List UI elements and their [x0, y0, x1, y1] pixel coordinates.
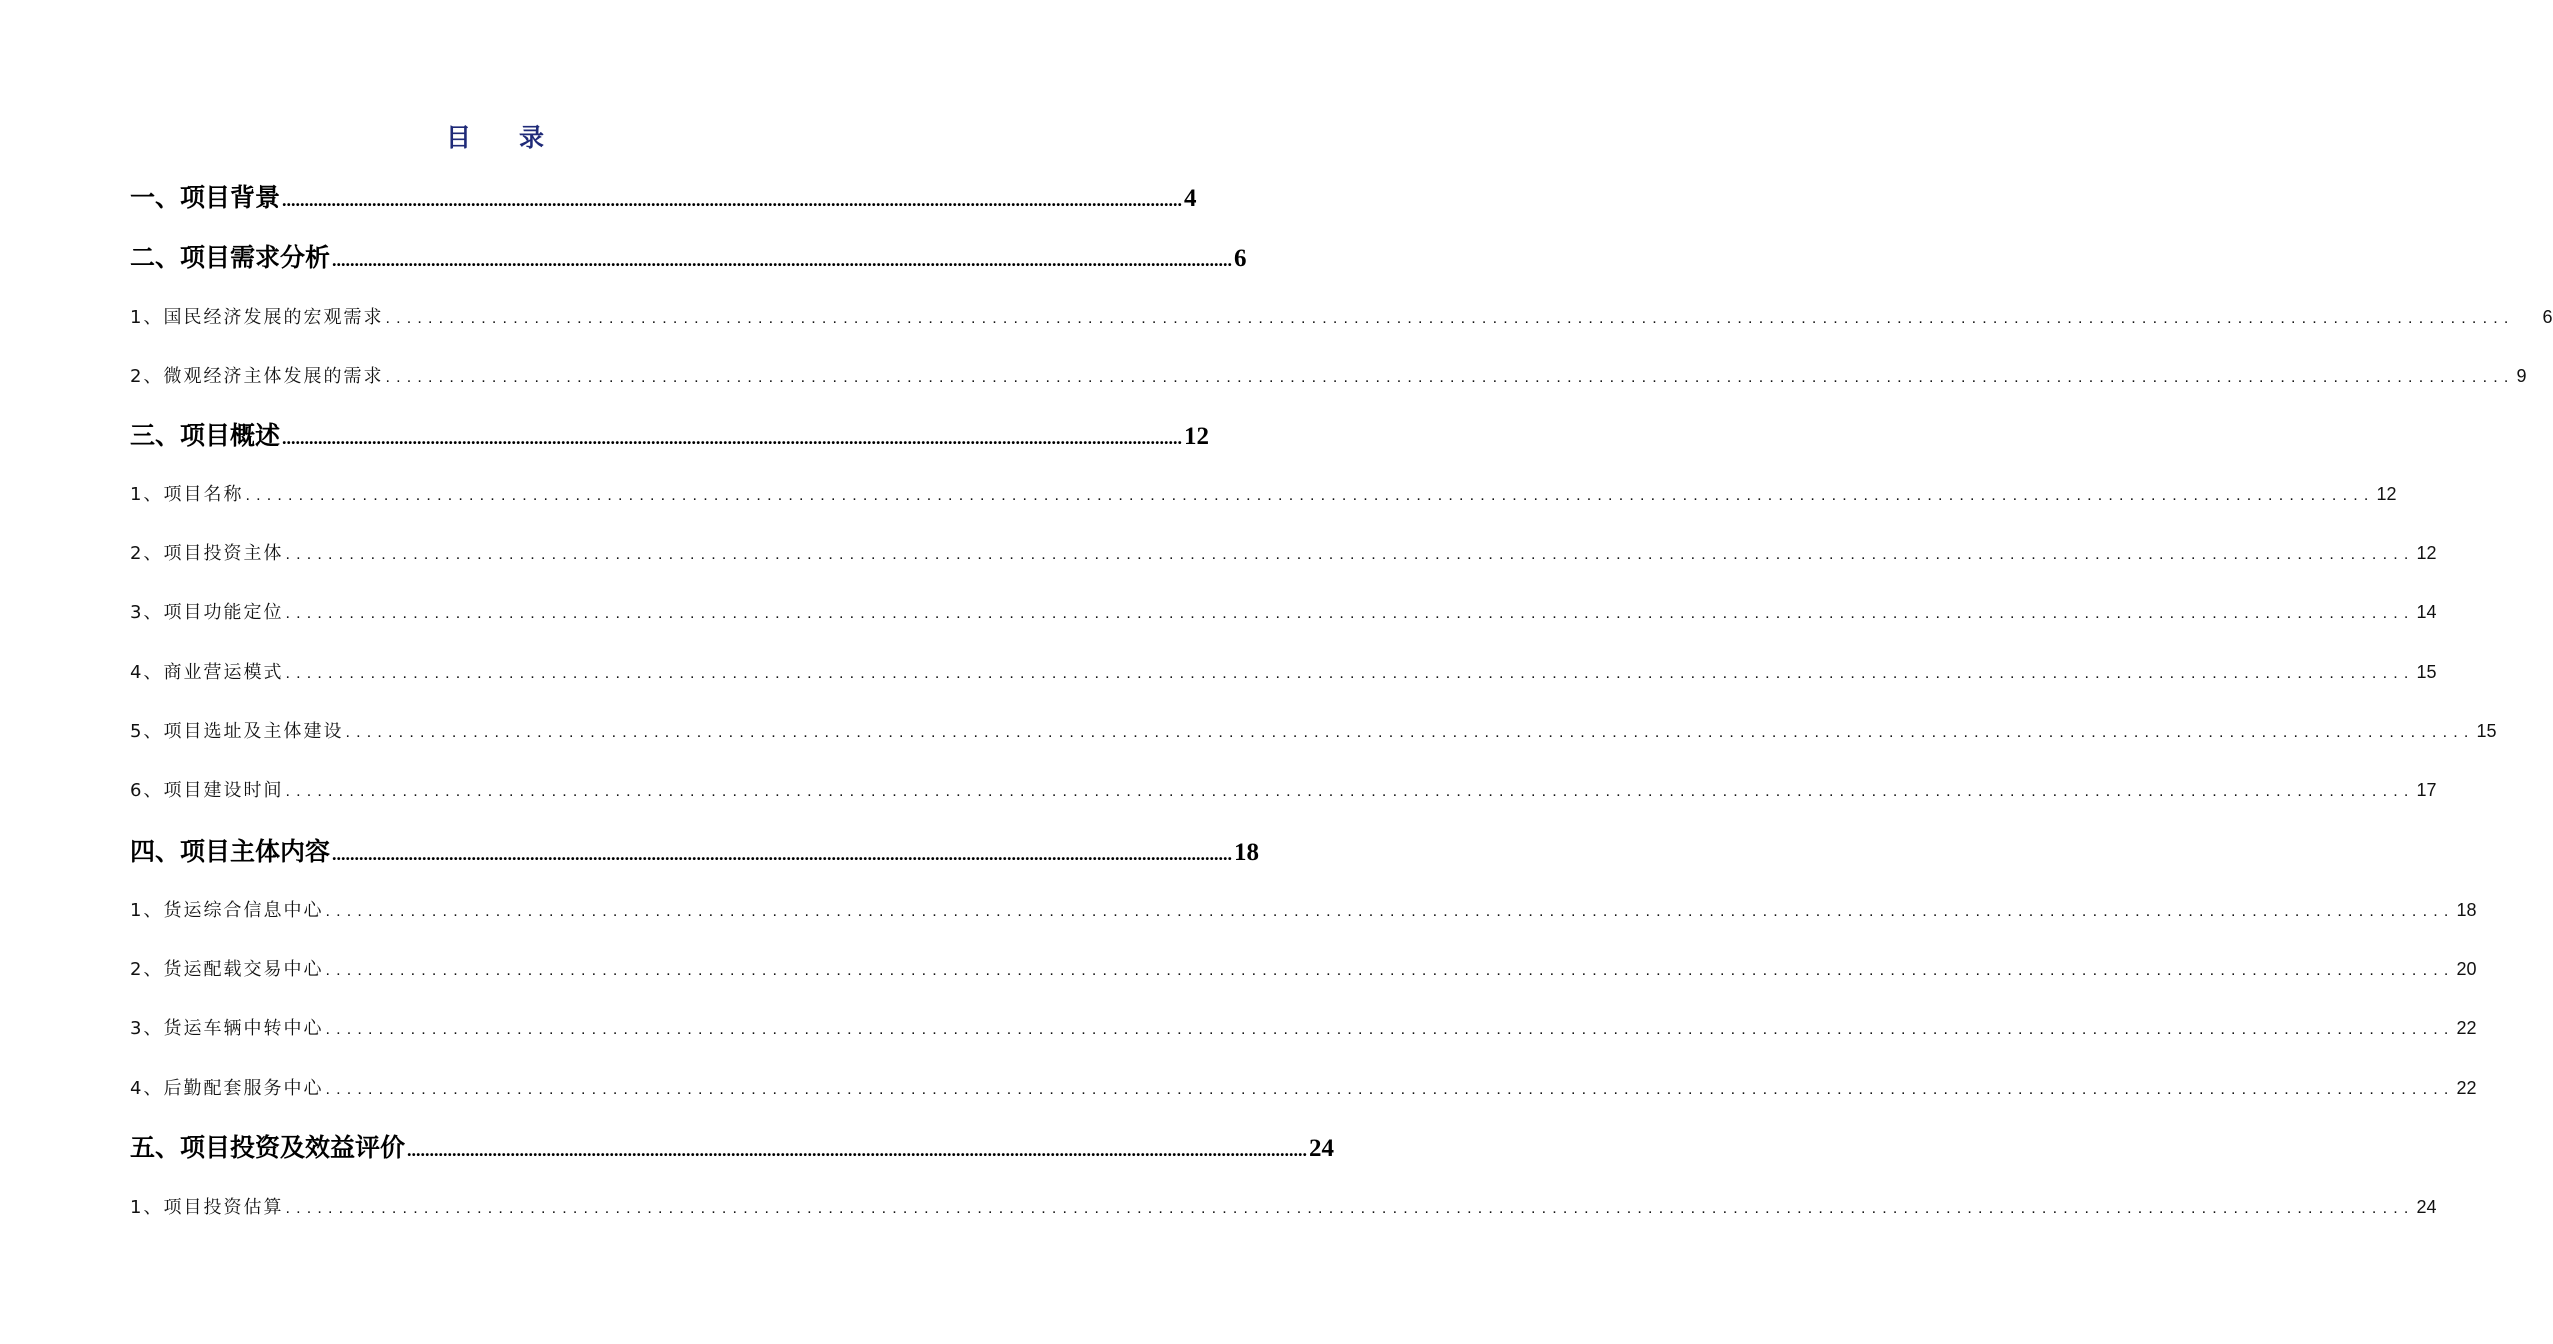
- toc-entry[interactable]: [130, 954, 2477, 984]
- toc-entry[interactable]: [130, 1192, 2437, 1222]
- toc-entry[interactable]: [130, 479, 2397, 509]
- dot-leader: ........................................................................................................................................................................................................: [285, 1200, 2415, 1217]
- toc-entry[interactable]: [130, 835, 1260, 869]
- toc-entry-page: 22: [2456, 1018, 2477, 1038]
- dot-leader: ........................................................................................................................................................................................................: [245, 487, 2375, 504]
- toc-entry-label: 四、项目主体内容: [130, 837, 331, 866]
- toc-entry-page: 15: [2476, 721, 2497, 741]
- dot-leader: ........................................................................................................................................................................................................: [285, 605, 2415, 622]
- dot-leader: ........................................................................................................................................................................................................: [282, 190, 1183, 210]
- toc-entry-page: 9: [2516, 366, 2527, 386]
- toc-entry-label: 4、商业营运模式: [130, 662, 284, 683]
- toc-entry-page: 15: [2416, 662, 2437, 682]
- toc-entry-label: 1、货运综合信息中心: [130, 900, 324, 921]
- toc-entry[interactable]: [130, 716, 2497, 746]
- toc-entry-page: 24: [2416, 1197, 2437, 1217]
- toc-entry-label: 3、项目功能定位: [130, 602, 284, 623]
- toc-title-char-1: 目: [445, 123, 471, 152]
- dot-leader: ........................................................................................................................................................................................................: [325, 1081, 2455, 1098]
- toc-entry-page: 14: [2416, 602, 2437, 622]
- toc-entry-label: 1、项目投资估算: [130, 1197, 284, 1218]
- dot-leader: ........................................................................................................................................................................................................: [285, 783, 2415, 800]
- toc-entry-label: 一、项目背景: [130, 183, 281, 212]
- toc-entry-label: 五、项目投资及效益评价: [130, 1133, 406, 1162]
- toc-entry[interactable]: [130, 1073, 2477, 1103]
- toc-entry-label: 1、国民经济发展的宏观需求: [130, 307, 384, 328]
- toc-entry-page: 4: [1184, 185, 1197, 212]
- toc-entry[interactable]: [130, 775, 2437, 805]
- toc-entry-page: 12: [2376, 484, 2397, 504]
- dot-leader: ........................................................................................................................................................................................................: [285, 546, 2415, 563]
- toc-entry-page: 6: [2542, 307, 2553, 327]
- toc-entry-label: 二、项目需求分析: [130, 243, 331, 272]
- toc-entry-page: 18: [2456, 900, 2477, 920]
- toc-entry[interactable]: [130, 538, 2437, 568]
- dot-leader: ........................................................................................................................................................................................................: [332, 844, 1233, 864]
- toc-entry-page: 24: [1309, 1135, 1335, 1162]
- toc-entry-page: 18: [1234, 839, 1260, 866]
- toc-entry-label: 2、项目投资主体: [130, 543, 284, 564]
- toc-title-char-2: 录: [519, 123, 545, 152]
- toc-entry-label: 3、货运车辆中转中心: [130, 1018, 324, 1039]
- toc-entry-label: 2、货运配载交易中心: [130, 959, 324, 980]
- toc-entry[interactable]: [130, 181, 1197, 215]
- toc-entry-label: 5、项目选址及主体建设: [130, 721, 344, 742]
- toc-entry[interactable]: [130, 419, 1210, 453]
- toc-entry[interactable]: [130, 241, 1247, 275]
- toc-entry-page: 17: [2416, 780, 2437, 800]
- toc-entry-label: 三、项目概述: [130, 421, 281, 450]
- dot-leader: ........................................................................................................................................................................................................: [345, 724, 2475, 741]
- dot-leader: ........................................................................................................................................................................................................: [385, 369, 2515, 386]
- dot-leader: ........................................................................................................................................................................................................: [407, 1140, 1308, 1160]
- dot-leader: ........................................................................................................................................................................................................: [332, 250, 1233, 270]
- toc-entry-page: 22: [2456, 1078, 2477, 1098]
- toc-entry-page: 12: [2416, 543, 2437, 563]
- toc-entry-label: 2、微观经济主体发展的需求: [130, 366, 384, 387]
- toc-entry-label: 1、项目名称: [130, 484, 244, 505]
- toc-entry-page: 12: [1184, 423, 1210, 450]
- toc-entry[interactable]: [130, 657, 2437, 687]
- toc-entry-label: 6、项目建设时间: [130, 780, 284, 801]
- dot-leader: ........................................................................................................................................................................................................: [282, 428, 1183, 448]
- dot-leader: ........................................................................................................................................................................................................: [325, 1021, 2455, 1038]
- toc-entry[interactable]: [130, 1013, 2477, 1043]
- dot-leader: ........................................................................................................................................................................................................: [385, 310, 2515, 327]
- toc-entry-page: 6: [1234, 245, 1247, 272]
- toc-entry-label: 4、后勤配套服务中心: [130, 1078, 324, 1099]
- toc-entry[interactable]: [130, 597, 2437, 627]
- dot-leader: ........................................................................................................................................................................................................: [325, 962, 2455, 979]
- toc-title: [0, 118, 990, 154]
- toc-entry[interactable]: [130, 361, 2527, 391]
- toc-entry-page: 20: [2456, 959, 2477, 979]
- toc-entry[interactable]: [130, 1131, 1335, 1165]
- dot-leader: ........................................................................................................................................................................................................: [285, 665, 2415, 682]
- toc-entry[interactable]: [130, 895, 2477, 925]
- dot-leader: ........................................................................................................................................................................................................: [325, 903, 2455, 920]
- toc-entry[interactable]: [130, 302, 2553, 332]
